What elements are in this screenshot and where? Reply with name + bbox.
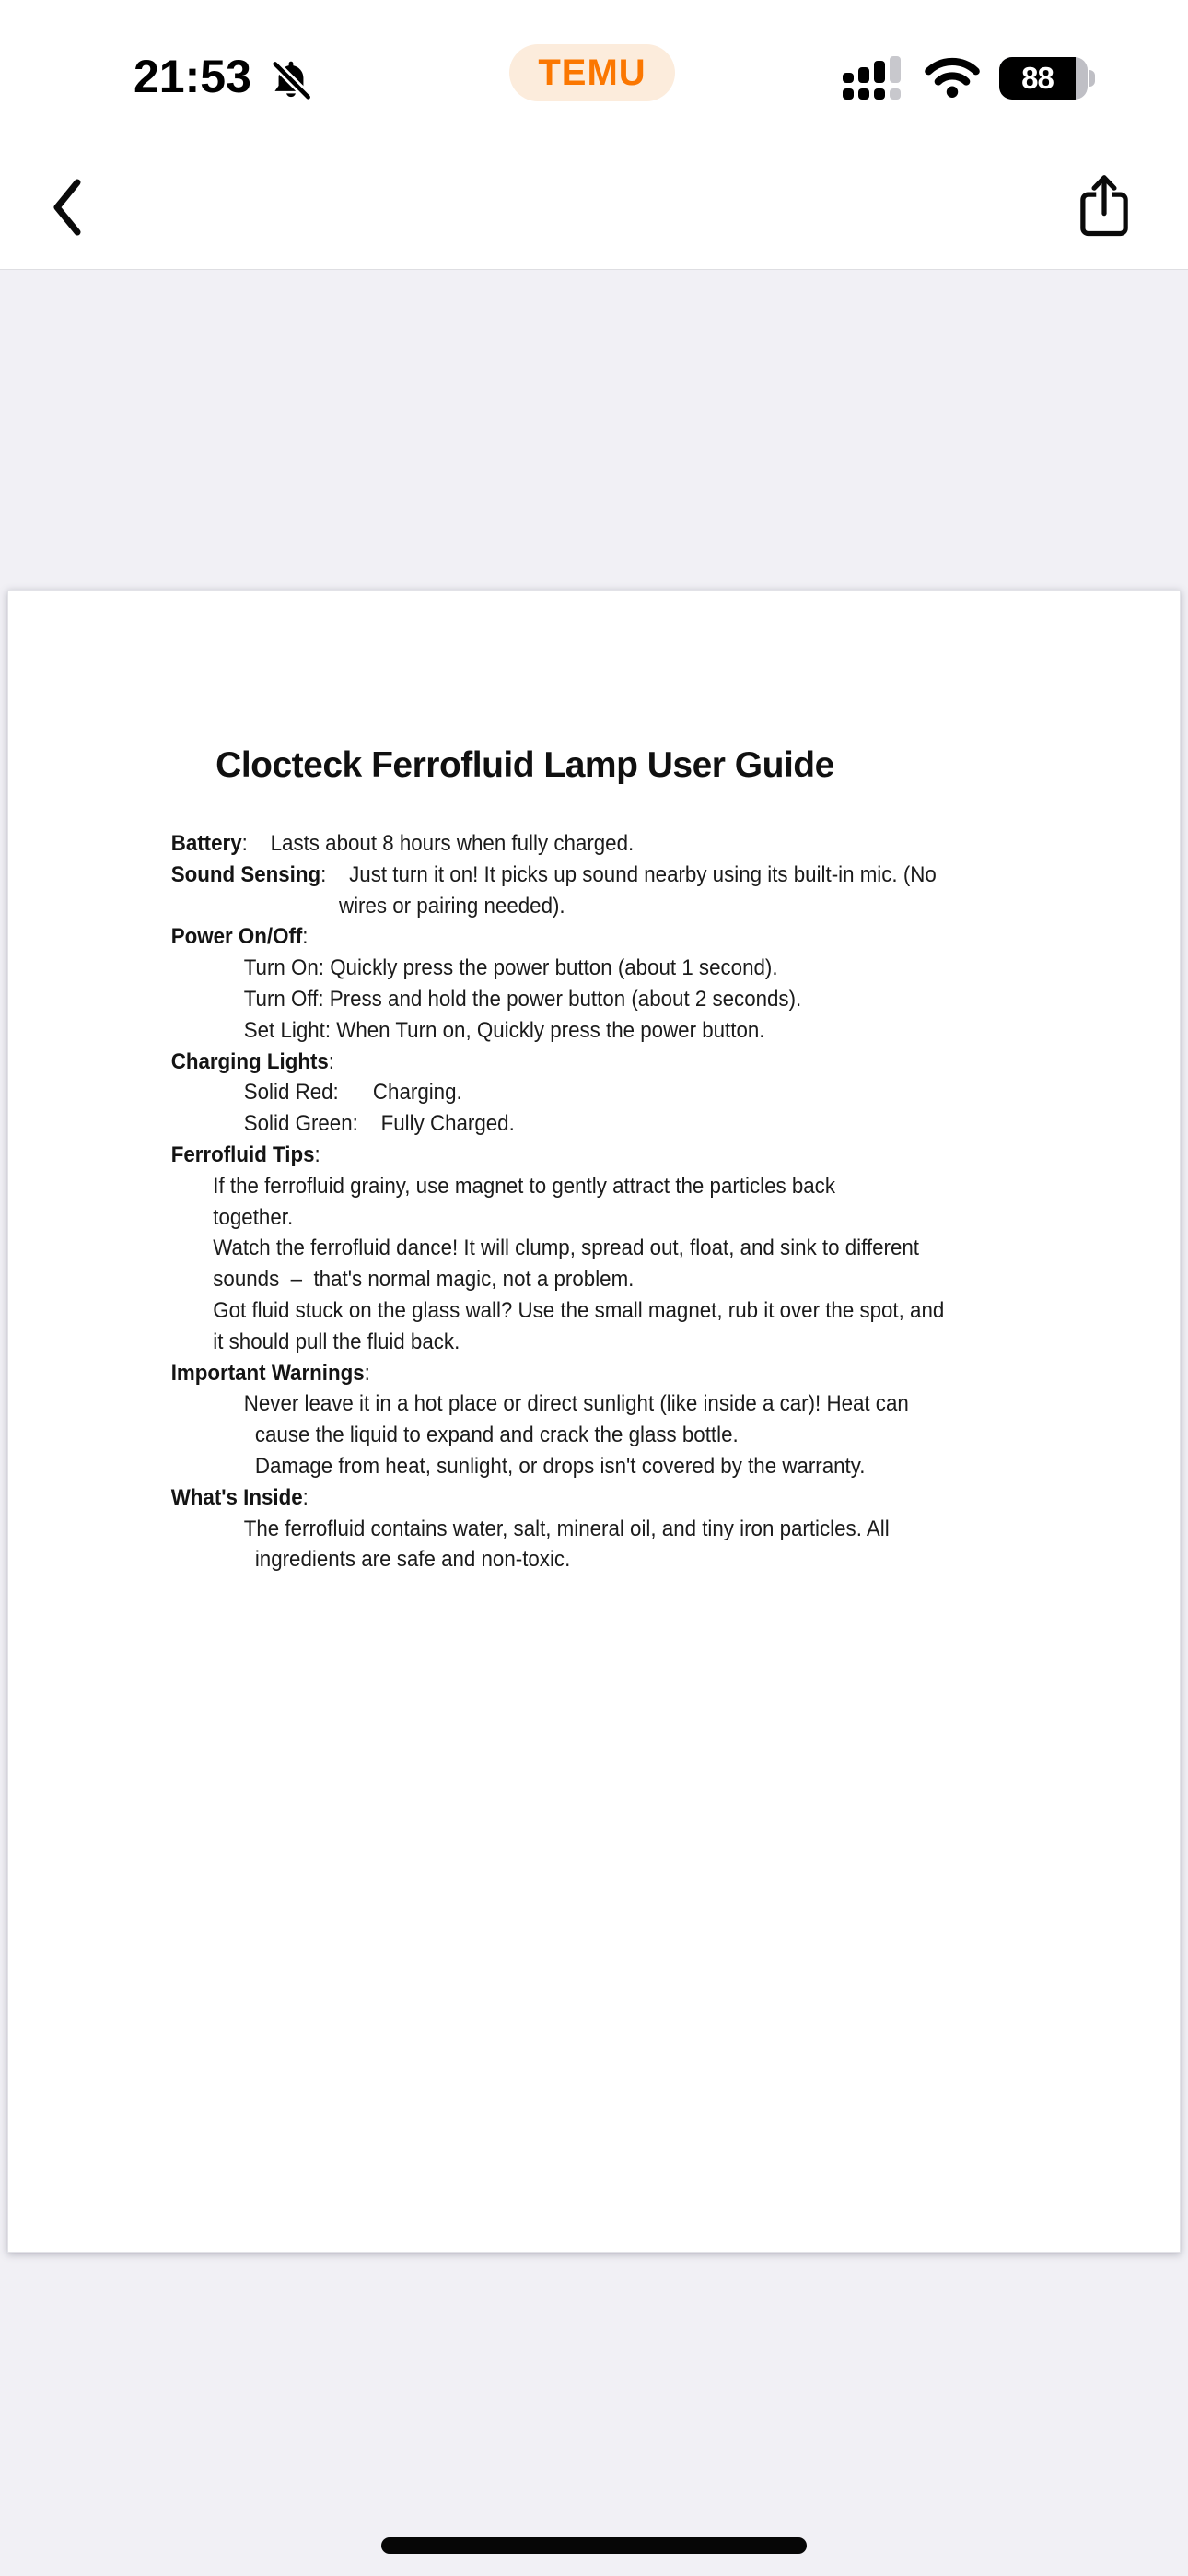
doc-heading-text: Battery	[170, 831, 242, 856]
doc-line	[339, 891, 1098, 922]
doc-body-text: Turn On: Quickly press the power button (about 1 second).	[243, 955, 778, 981]
doc-lines	[8, 828, 1098, 1575]
doc-line	[171, 1047, 1098, 1078]
status-time: 21:53	[134, 51, 251, 102]
doc-line	[244, 1015, 1098, 1047]
wifi-icon	[924, 55, 981, 100]
doc-body-text: : Just turn it on! It picks up sound nearby using its built-in mic. (No	[320, 861, 937, 887]
doc-body-text: :	[328, 1048, 335, 1074]
doc-line	[171, 828, 1098, 860]
doc-body-text: :	[364, 1360, 370, 1386]
doc-line	[171, 1482, 1098, 1514]
temu-app-return-pill[interactable]: TEMU	[509, 44, 675, 101]
doc-line	[244, 1388, 1098, 1420]
doc-line	[244, 953, 1098, 984]
doc-heading-text: Ferrofluid Tips	[170, 1142, 315, 1167]
doc-line	[171, 921, 1098, 953]
doc-line	[255, 1544, 1098, 1575]
doc-body-text: The ferrofluid contains water, salt, mineral oil, and tiny iron particles. All	[243, 1516, 890, 1541]
doc-body-text: Damage from heat, sunlight, or drops isn't covered by the warranty.	[254, 1453, 866, 1479]
doc-line	[244, 1108, 1098, 1140]
doc-body-text: cause the liquid to expand and crack the glass bottle.	[254, 1423, 739, 1448]
doc-line	[213, 1171, 1098, 1202]
doc-line	[213, 1264, 1098, 1295]
doc-body-text: :	[314, 1142, 320, 1167]
doc-body-text: Solid Green: Fully Charged.	[243, 1111, 515, 1137]
share-button[interactable]	[1076, 173, 1133, 240]
doc-body-text: sounds – that's normal magic, not a problem.	[213, 1267, 635, 1293]
doc-body-text: If the ferrofluid grainy, use magnet to gently attract the particles back	[213, 1173, 836, 1199]
doc-line	[244, 1077, 1098, 1108]
home-indicator[interactable]	[381, 2537, 807, 2554]
doc-body-text: : Lasts about 8 hours when fully charged.	[241, 831, 635, 856]
doc-line	[213, 1233, 1098, 1264]
doc-body-text: Watch the ferrofluid dance! It will clump, spread out, float, and sink to different	[213, 1235, 919, 1261]
doc-body-text: Set Light: When Turn on, Quickly press the power button.	[243, 1017, 765, 1043]
doc-line	[244, 984, 1098, 1015]
doc-heading-text: Sound Sensing	[170, 861, 321, 887]
doc-body-text: Solid Red: Charging.	[243, 1080, 462, 1106]
doc-body-text: :	[302, 924, 309, 950]
header-bar	[0, 0, 1188, 270]
doc-line	[171, 860, 1098, 891]
doc-heading-text: What's Inside	[170, 1484, 303, 1510]
doc-line	[244, 1514, 1098, 1545]
document-page[interactable]	[7, 590, 1181, 2253]
doc-line	[213, 1327, 1098, 1358]
doc-line	[213, 1295, 1098, 1327]
doc-body-text: ingredients are safe and non-toxic.	[254, 1547, 571, 1573]
cellular-signal-icon	[843, 57, 903, 100]
document-title: Clocteck Ferrofluid Lamp User Guide	[215, 745, 834, 785]
doc-body-text: wires or pairing needed).	[338, 893, 565, 919]
battery-percent: 88	[1021, 61, 1054, 95]
doc-body-text: Got fluid stuck on the glass wall? Use the small magnet, rub it over the spot, and	[213, 1297, 945, 1323]
doc-line	[171, 1358, 1098, 1389]
doc-body-text: :	[302, 1484, 309, 1510]
battery-cap	[1089, 70, 1095, 87]
doc-line	[171, 1140, 1098, 1171]
doc-heading-text: Charging Lights	[170, 1048, 329, 1074]
doc-line	[255, 1451, 1098, 1482]
doc-heading-text: Important Warnings	[170, 1360, 365, 1386]
doc-body-text: together.	[213, 1204, 294, 1230]
doc-line	[213, 1202, 1098, 1234]
doc-body-text: Never leave it in a hot place or direct sunlight (like inside a car)! Heat can	[243, 1391, 909, 1417]
doc-body-text: it should pull the fluid back.	[213, 1329, 460, 1354]
back-button[interactable]	[48, 177, 88, 238]
doc-heading-text: Power On/Off	[170, 924, 303, 950]
battery-indicator	[999, 57, 1095, 100]
doc-body-text: Turn Off: Press and hold the power button (about 2 seconds).	[243, 986, 802, 1012]
doc-line	[255, 1420, 1098, 1451]
silent-mode-bell-slash-icon	[267, 57, 315, 105]
